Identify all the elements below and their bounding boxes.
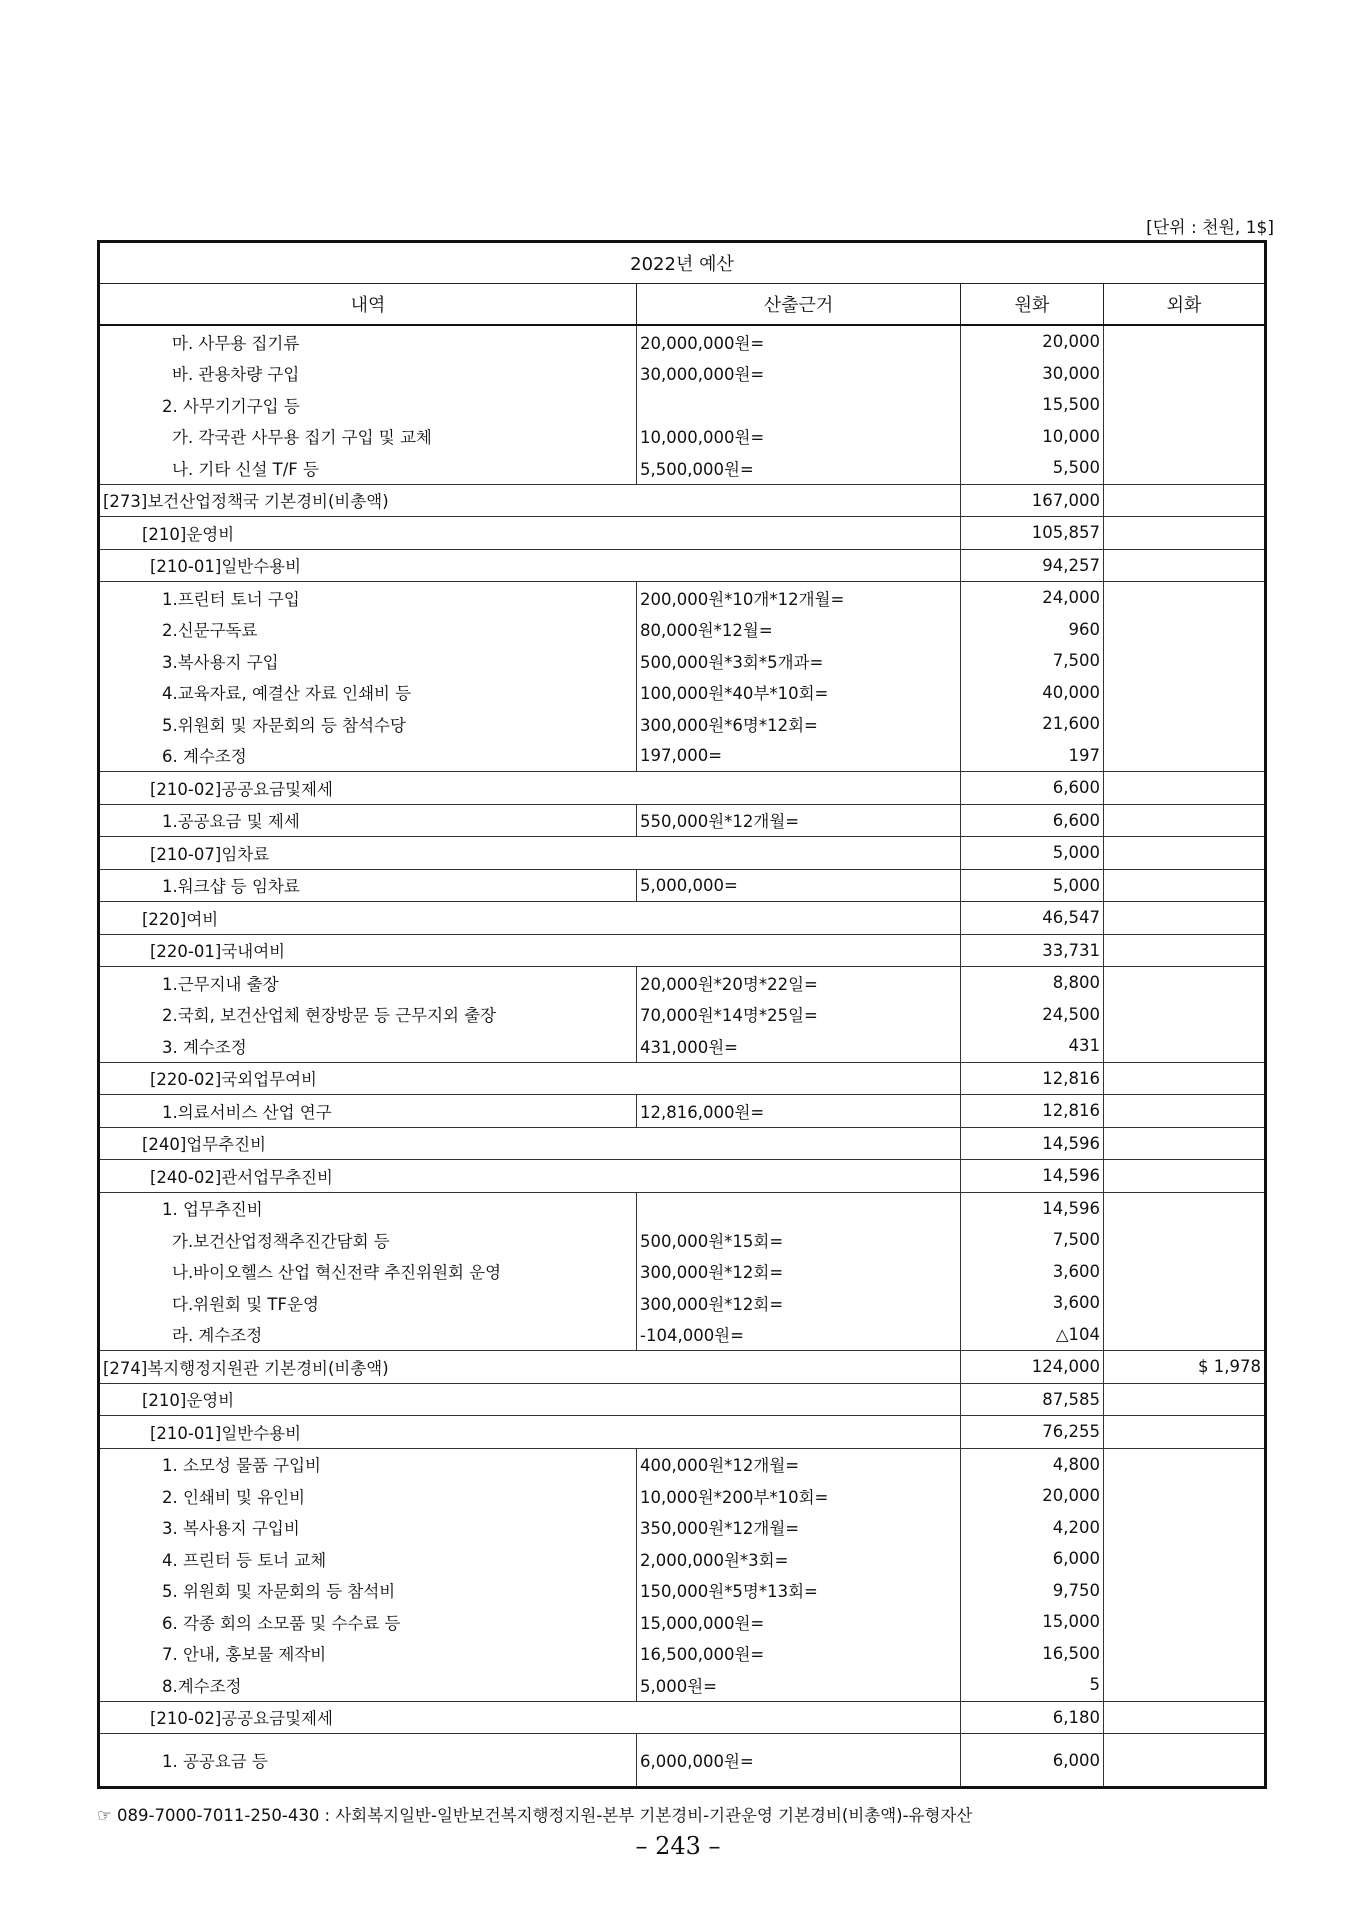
krw-cell: 15,500 [961,389,1104,421]
krw-cell: 24,500 [961,999,1104,1031]
table-row [99,1192,1266,1224]
krw-cell: 5,000 [961,837,1104,870]
table-row [99,1480,1266,1512]
table-row [99,1256,1266,1288]
usd-cell [1104,804,1266,837]
usd-cell [1104,740,1266,772]
usd-cell [1104,1319,1266,1351]
basis-cell: 150,000원*5명*13회= [637,1575,961,1607]
table-row [99,1062,1266,1095]
basis-cell: 197,000= [637,740,961,772]
krw-cell: △104 [961,1319,1104,1351]
table-row [99,582,1266,614]
krw-cell: 5 [961,1669,1104,1701]
basis-cell: 300,000원*12회= [637,1287,961,1319]
table-row [99,1575,1266,1607]
table-row [99,1383,1266,1416]
item-cell: [210-02]공공요금및제세 [99,772,961,805]
basis-cell: 20,000원*20명*22일= [637,967,961,999]
item-cell: 3.복사용지 구입 [99,645,637,677]
table-row [99,1638,1266,1670]
usd-cell [1104,1160,1266,1193]
table-row [99,645,1266,677]
item-cell: 2. 인쇄비 및 유인비 [99,1480,637,1512]
basis-cell: 5,000원= [637,1669,961,1701]
table-row [99,869,1266,902]
table-row [99,967,1266,999]
basis-cell: 100,000원*40부*10회= [637,677,961,709]
table-row [99,772,1266,805]
krw-cell: 5,000 [961,869,1104,902]
item-cell: 1.프린터 토너 구입 [99,582,637,614]
basis-cell: 6,000,000원= [637,1734,961,1788]
krw-cell: 21,600 [961,708,1104,740]
krw-cell: 4,200 [961,1512,1104,1544]
item-cell: 6. 계수조정 [99,740,637,772]
item-cell: [210-02]공공요금및제세 [99,1701,961,1734]
table-row [99,358,1266,390]
usd-cell [1104,837,1266,870]
krw-cell: 6,600 [961,804,1104,837]
usd-cell [1104,421,1266,453]
usd-cell [1104,1127,1266,1160]
item-cell: [273]보건산업정책국 기본경비(비총액) [99,484,961,517]
usd-cell [1104,452,1266,484]
basis-cell: 400,000원*12개월= [637,1448,961,1480]
krw-cell: 12,816 [961,1095,1104,1128]
year-header: 2022년 예산 [99,242,1266,284]
item-cell: 라. 계수조정 [99,1319,637,1351]
usd-cell [1104,1480,1266,1512]
krw-cell: 40,000 [961,677,1104,709]
usd-cell [1104,1224,1266,1256]
table-row [99,484,1266,517]
basis-cell: 12,816,000원= [637,1095,961,1128]
basis-cell: 30,000,000원= [637,358,961,390]
table-row [99,804,1266,837]
usd-cell [1104,358,1266,390]
usd-cell [1104,1095,1266,1128]
item-cell: 나. 기타 신설 T/F 등 [99,452,637,484]
krw-cell: 197 [961,740,1104,772]
item-cell: 바. 관용차량 구입 [99,358,637,390]
krw-cell: 7,500 [961,645,1104,677]
usd-cell [1104,934,1266,967]
item-cell: [210-01]일반수용비 [99,549,961,582]
usd-cell [1104,517,1266,550]
table-row [99,517,1266,550]
krw-cell: 6,000 [961,1734,1104,1788]
table-row [99,325,1266,358]
usd-cell [1104,869,1266,902]
table-row [99,1160,1266,1193]
item-cell: [220-01]국내여비 [99,934,961,967]
usd-cell [1104,1383,1266,1416]
table-row [99,740,1266,772]
krw-cell: 4,800 [961,1448,1104,1480]
item-cell: 1. 업무추진비 [99,1192,637,1224]
table-row [99,1224,1266,1256]
usd-cell [1104,389,1266,421]
table-row [99,1095,1266,1128]
item-cell: 8.계수조정 [99,1669,637,1701]
usd-cell [1104,1062,1266,1095]
item-cell: 2.신문구독료 [99,614,637,646]
table-row [99,708,1266,740]
basis-cell: 2,000,000원*3회= [637,1543,961,1575]
page-number: – 243 – [635,1832,721,1860]
item-cell: [240-02]관서업무추진비 [99,1160,961,1193]
krw-cell: 76,255 [961,1416,1104,1449]
basis-cell: 300,000원*12회= [637,1256,961,1288]
item-cell: [274]복지행정지원관 기본경비(비총액) [99,1351,961,1384]
basis-cell [637,1192,961,1224]
usd-cell [1104,902,1266,935]
usd-cell [1104,772,1266,805]
basis-cell: 16,500,000원= [637,1638,961,1670]
usd-cell [1104,1448,1266,1480]
krw-cell: 33,731 [961,934,1104,967]
item-cell: [210-07]임차료 [99,837,961,870]
krw-cell: 16,500 [961,1638,1104,1670]
usd-cell [1104,708,1266,740]
usd-cell [1104,484,1266,517]
krw-cell: 46,547 [961,902,1104,935]
item-cell: [220-02]국외업무여비 [99,1062,961,1095]
basis-cell: -104,000원= [637,1319,961,1351]
table-row [99,1669,1266,1701]
krw-cell: 124,000 [961,1351,1104,1384]
item-cell: 3. 복사용지 구입비 [99,1512,637,1544]
col-header-item: 내역 [99,284,637,326]
basis-cell: 80,000원*12월= [637,614,961,646]
usd-cell [1104,999,1266,1031]
item-cell: [210]운영비 [99,1383,961,1416]
krw-cell: 20,000 [961,1480,1104,1512]
krw-cell: 12,816 [961,1062,1104,1095]
table-row [99,421,1266,453]
col-header-usd: 외화 [1104,284,1266,326]
usd-cell [1104,549,1266,582]
basis-cell: 5,000,000= [637,869,961,902]
usd-cell [1104,645,1266,677]
basis-cell: 15,000,000원= [637,1606,961,1638]
col-header-krw: 원화 [961,284,1104,326]
table-row [99,1543,1266,1575]
usd-cell [1104,1669,1266,1701]
krw-cell: 20,000 [961,325,1104,358]
table-row [99,389,1266,421]
item-cell: 3. 계수조정 [99,1030,637,1062]
item-cell: 6. 각종 회의 소모품 및 수수료 등 [99,1606,637,1638]
basis-cell: 200,000원*10개*12개월= [637,582,961,614]
footnote: ☞ 089-7000-7011-250-430 : 사회복지일반-일반보건복지행정지원-본부 기본경비-기관운영 기본경비(비총액)-유형자산 [97,1806,973,1825]
usd-cell [1104,1638,1266,1670]
table-row [99,1448,1266,1480]
krw-cell: 3,600 [961,1256,1104,1288]
krw-cell: 14,596 [961,1160,1104,1193]
item-cell: [240]업무추진비 [99,1127,961,1160]
table-row [99,549,1266,582]
table-row [99,1606,1266,1638]
table-body [99,325,1266,1788]
krw-cell: 431 [961,1030,1104,1062]
table-row [99,1734,1266,1788]
item-cell: [220]여비 [99,902,961,935]
usd-cell [1104,325,1266,358]
table-row [99,1030,1266,1062]
item-cell: 1.근무지내 출장 [99,967,637,999]
krw-cell: 94,257 [961,549,1104,582]
item-cell: 가. 각국관 사무용 집기 구입 및 교체 [99,421,637,453]
unit-label: [단위 : 천원, 1$] [1146,218,1274,238]
usd-cell [1104,614,1266,646]
table-row [99,452,1266,484]
basis-cell [637,389,961,421]
item-cell: 2.국회, 보건산업체 현장방문 등 근무지외 출장 [99,999,637,1031]
usd-cell [1104,1416,1266,1449]
basis-cell: 10,000,000원= [637,421,961,453]
basis-cell: 10,000원*200부*10회= [637,1480,961,1512]
krw-cell: 9,750 [961,1575,1104,1607]
usd-cell: $ 1,978 [1104,1351,1266,1384]
usd-cell [1104,1701,1266,1734]
table-row [99,1701,1266,1734]
usd-cell [1104,1192,1266,1224]
item-cell: 1.워크샵 등 임차료 [99,869,637,902]
krw-cell: 87,585 [961,1383,1104,1416]
col-header-basis: 산출근거 [637,284,961,326]
table-row [99,902,1266,935]
basis-cell: 350,000원*12개월= [637,1512,961,1544]
item-cell: [210-01]일반수용비 [99,1416,961,1449]
table-row [99,614,1266,646]
item-cell: 1. 소모성 물품 구입비 [99,1448,637,1480]
krw-cell: 960 [961,614,1104,646]
item-cell: 다.위원회 및 TF운영 [99,1287,637,1319]
basis-cell: 431,000원= [637,1030,961,1062]
basis-cell: 300,000원*6명*12회= [637,708,961,740]
krw-cell: 8,800 [961,967,1104,999]
item-cell: 마. 사무용 집기류 [99,325,637,358]
krw-cell: 24,000 [961,582,1104,614]
table-row [99,1127,1266,1160]
basis-cell: 500,000원*15회= [637,1224,961,1256]
table-row [99,837,1266,870]
krw-cell: 6,180 [961,1701,1104,1734]
usd-cell [1104,1734,1266,1788]
basis-cell: 20,000,000원= [637,325,961,358]
usd-cell [1104,1256,1266,1288]
usd-cell [1104,582,1266,614]
krw-cell: 6,600 [961,772,1104,805]
basis-cell: 500,000원*3회*5개과= [637,645,961,677]
item-cell: 2. 사무기기구입 등 [99,389,637,421]
item-cell: 7. 안내, 홍보물 제작비 [99,1638,637,1670]
krw-cell: 30,000 [961,358,1104,390]
item-cell: 나.바이오헬스 산업 혁신전략 추진위원회 운영 [99,1256,637,1288]
usd-cell [1104,1606,1266,1638]
krw-cell: 6,000 [961,1543,1104,1575]
item-cell: 4. 프린터 등 토너 교체 [99,1543,637,1575]
krw-cell: 5,500 [961,452,1104,484]
usd-cell [1104,1543,1266,1575]
krw-cell: 105,857 [961,517,1104,550]
krw-cell: 7,500 [961,1224,1104,1256]
usd-cell [1104,1512,1266,1544]
item-cell: 가.보건산업정책추진간담회 등 [99,1224,637,1256]
table-row [99,1351,1266,1384]
krw-cell: 10,000 [961,421,1104,453]
item-cell: 1.공공요금 및 제세 [99,804,637,837]
table-row [99,999,1266,1031]
item-cell: 5. 위원회 및 자문회의 등 참석비 [99,1575,637,1607]
item-cell: 1. 공공요금 등 [99,1734,637,1788]
usd-cell [1104,1287,1266,1319]
budget-table [97,240,1267,1789]
table-row [99,1512,1266,1544]
usd-cell [1104,967,1266,999]
krw-cell: 15,000 [961,1606,1104,1638]
table-row [99,1287,1266,1319]
table-row [99,677,1266,709]
krw-cell: 3,600 [961,1287,1104,1319]
usd-cell [1104,1575,1266,1607]
item-cell: 1.의료서비스 산업 연구 [99,1095,637,1128]
table-row [99,1416,1266,1449]
usd-cell [1104,1030,1266,1062]
item-cell: [210]운영비 [99,517,961,550]
krw-cell: 14,596 [961,1192,1104,1224]
basis-cell: 5,500,000원= [637,452,961,484]
krw-cell: 14,596 [961,1127,1104,1160]
item-cell: 4.교육자료, 예결산 자료 인쇄비 등 [99,677,637,709]
table-row [99,934,1266,967]
basis-cell: 70,000원*14명*25일= [637,999,961,1031]
table-row [99,1319,1266,1351]
usd-cell [1104,677,1266,709]
item-cell: 5.위원회 및 자문회의 등 참석수당 [99,708,637,740]
basis-cell: 550,000원*12개월= [637,804,961,837]
krw-cell: 167,000 [961,484,1104,517]
